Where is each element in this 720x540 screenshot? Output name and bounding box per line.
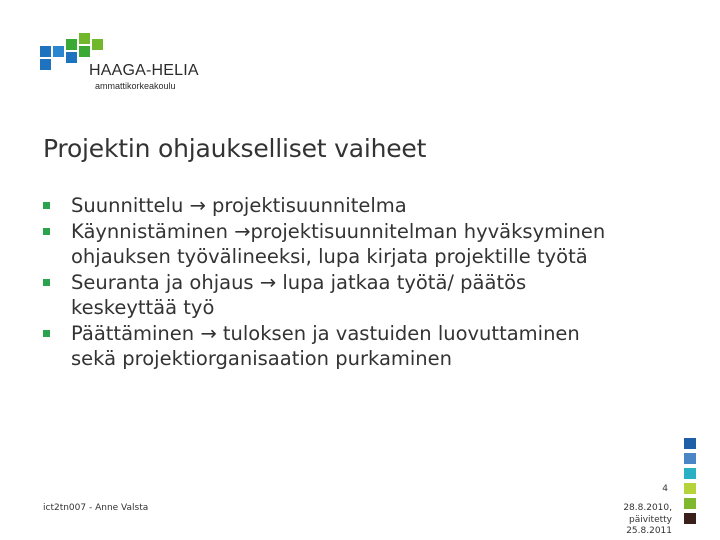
footer-date-line: 28.8.2010, [623, 503, 672, 513]
bullet-item [43, 193, 683, 219]
bullet-square-icon [43, 279, 50, 286]
bullet-text: sekä projektiorganisaation purkaminen [71, 347, 453, 370]
footer-date-line: 25.8.2011 [626, 526, 672, 536]
bullet-text: Käynnistäminen →projektisuunnitelman hyväksyminen [71, 219, 606, 243]
page-number: 4 [662, 484, 668, 494]
bullet-text: Päättäminen → tuloksen ja vastuiden luovuttaminen [71, 321, 580, 345]
footer-author: ict2tn007 - Anne Valsta [43, 503, 149, 513]
bullet-square-icon [43, 330, 50, 337]
bullet-item [43, 270, 683, 321]
bullet-text: Seuranta ja ohjaus → lupa jatkaa työtä/ päätös [71, 270, 527, 294]
bullet-text: Suunnittelu → projektisuunnitelma [71, 194, 407, 217]
bullet-text: keskeyttää työ [71, 296, 215, 319]
bullet-square-icon [43, 202, 50, 209]
logo-name: HAAGA-HELIA [89, 62, 199, 79]
bullet-text: ohjauksen työvälineeksi, lupa kirjata projektille työtä [71, 245, 588, 268]
bullet-square-icon [43, 228, 50, 235]
haaga-helia-logo [40, 32, 210, 92]
bullet-list [43, 193, 683, 372]
decorative-color-strip [684, 438, 696, 528]
footer-date [623, 503, 672, 538]
bullet-item [43, 321, 683, 372]
bullet-item [43, 219, 683, 270]
logo-subtitle: ammattikorkeakoulu [95, 81, 176, 91]
slide-title: Projektin ohjaukselliset vaiheet [43, 134, 427, 163]
footer-date-line: päivitetty [628, 514, 672, 525]
